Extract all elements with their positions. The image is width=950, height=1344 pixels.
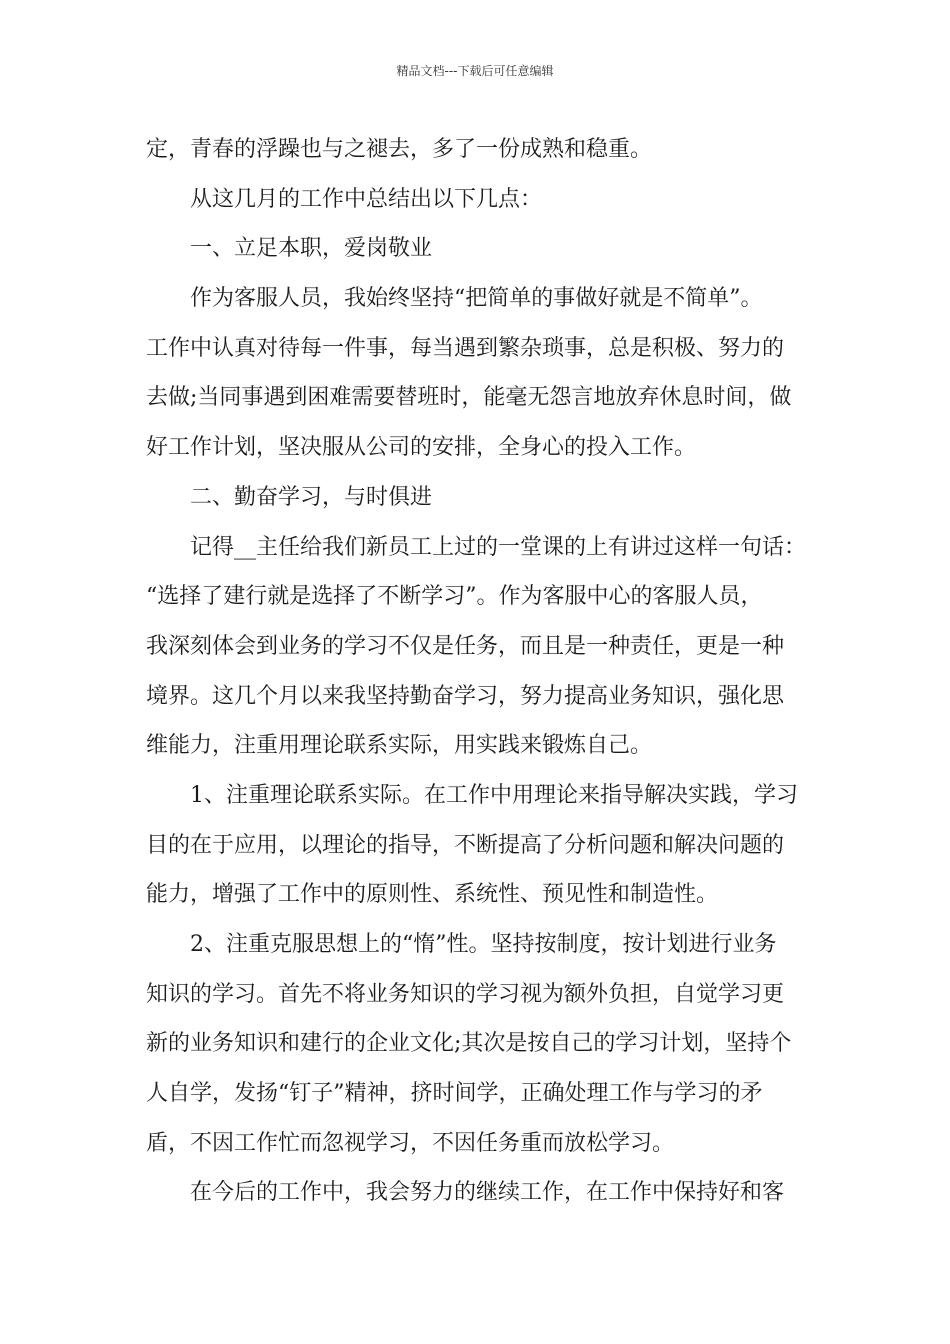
- text-line: 目的在于应用，以理论的指导，不断提高了分析问题和解决问题的: [146, 832, 785, 858]
- text-line: 记得__主任给我们新员工上过的一堂课的上有讲过这样一句话：: [190, 534, 807, 560]
- text-line: 能力，增强了工作中的原则性、系统性、预见性和制造性。: [146, 882, 719, 908]
- page-header: 精品文档---下载后可任意编辑: [396, 64, 554, 78]
- text-line: 维能力，注重用理论联系实际，用实践来锻炼自己。: [146, 733, 653, 759]
- text-line: 去做;当同事遇到困难需要替班时，能毫无怨言地放弃休息时间，做: [146, 385, 792, 411]
- text-line: 境界。这几个月以来我坚持勤奋学习，努力提高业务知识，强化思: [146, 683, 785, 709]
- text-line: 定，青春的浮躁也与之褪去，多了一份成熟和稳重。: [146, 137, 653, 162]
- text-line: 从这几月的工作中总结出以下几点：: [190, 186, 543, 212]
- text-line: 工作中认真对待每一件事，每当遇到繁杂琐事，总是积极、努力的: [146, 335, 785, 361]
- text-line: 好工作计划，坚决服从公司的安排，全身心的投入工作。: [146, 435, 697, 461]
- document-body: [146, 125, 814, 1218]
- text-line: 新的业务知识和建行的企业文化;其次是按自己的学习计划，坚持个: [146, 1031, 792, 1057]
- text-line: 作为客服人员，我始终坚持“把简单的事做好就是不简单”。: [190, 286, 763, 312]
- text-line: 我深刻体会到业务的学习不仅是任务，而且是一种责任，更是一种: [146, 633, 785, 659]
- text-line: 盾，不因工作忙而忽视学习，不因任务重而放松学习。: [146, 1130, 675, 1156]
- text-line: 在今后的工作中，我会努力的继续工作，在工作中保持好和客: [190, 1180, 785, 1206]
- text-line: “选择了建行就是选择了不断学习”。作为客服中心的客服人员，: [146, 584, 763, 610]
- text-line: 一、立足本职，爱岗敬业: [190, 236, 433, 262]
- text-line: 人自学，发扬“钉子”精神，挤时间学，正确处理工作与学习的矛: [146, 1081, 763, 1107]
- text-line: 2、注重克服思想上的“惰”性。坚持按制度，按计划进行业务: [190, 932, 777, 957]
- text-line: 1、注重理论联系实际。在工作中用理论来指导解决实践，学习: [190, 782, 798, 808]
- text-line: 二、勤奋学习，与时俱进: [190, 484, 433, 510]
- text-line: 知识的学习。首先不将业务知识的学习视为额外负担，自觉学习更: [146, 981, 785, 1007]
